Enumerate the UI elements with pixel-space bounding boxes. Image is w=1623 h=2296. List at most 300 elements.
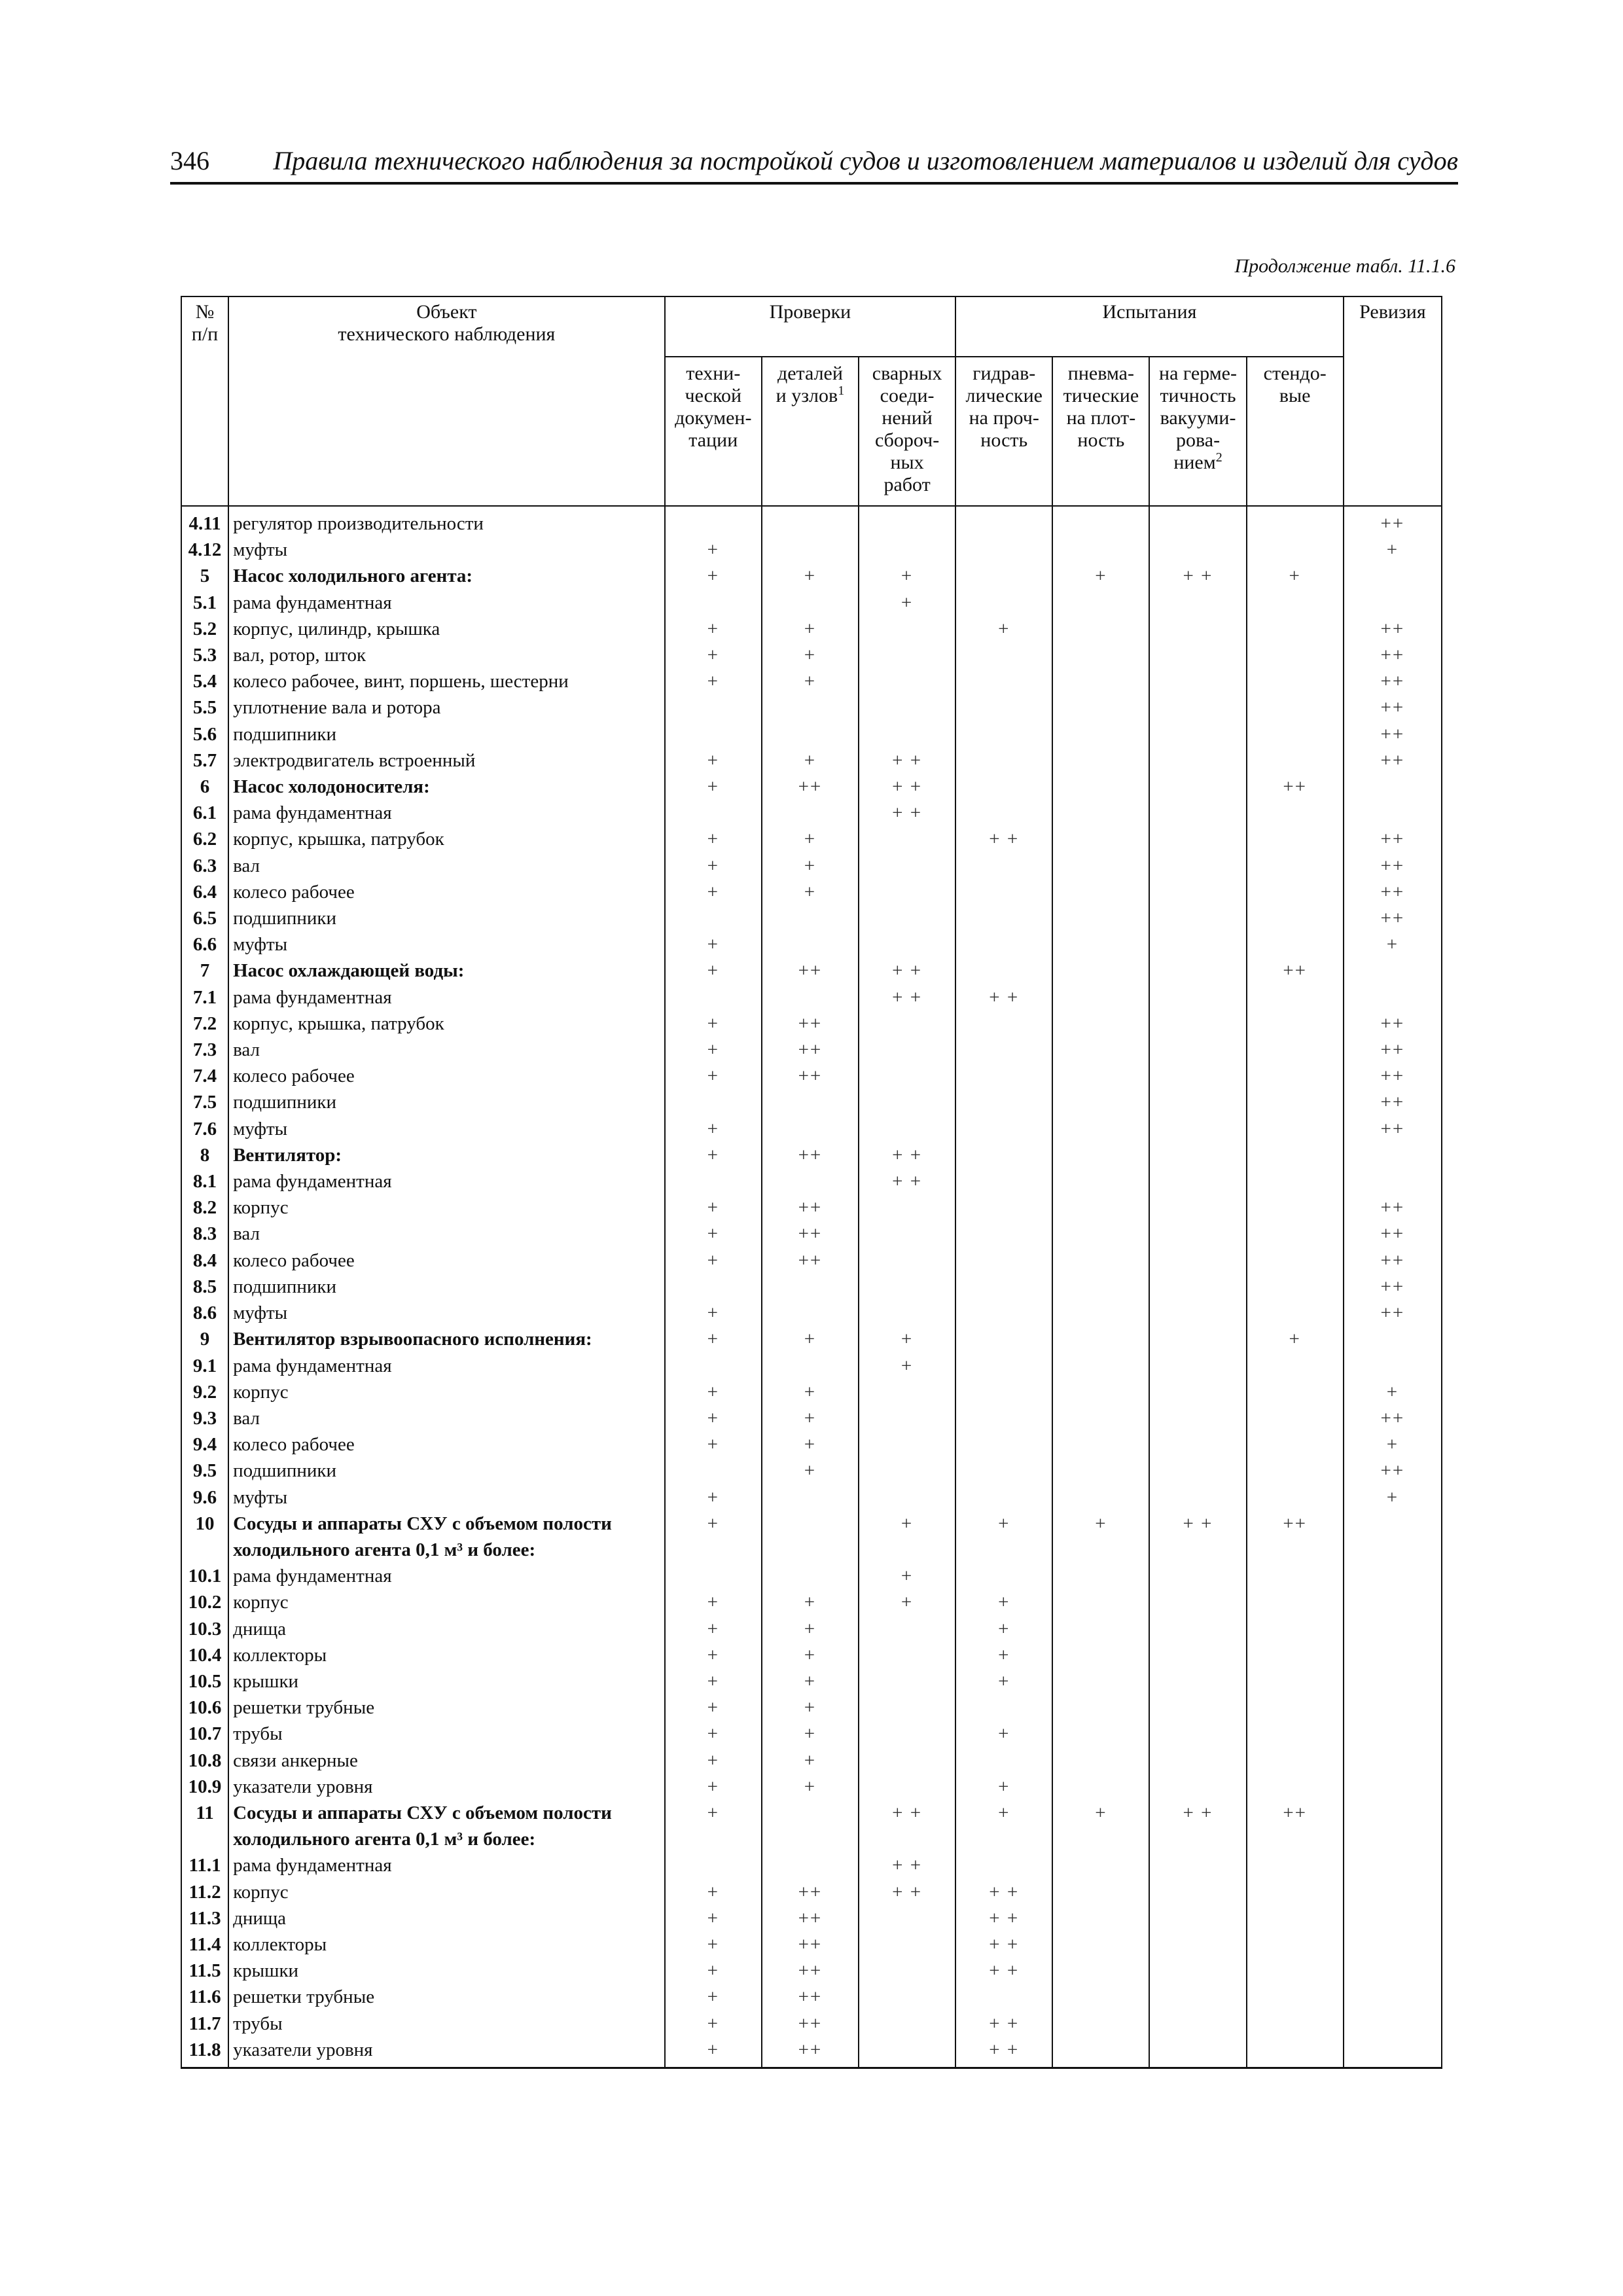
row-object: вал — [228, 853, 665, 879]
row-number: 10.5 — [181, 1668, 228, 1695]
row-object: Вентилятор: — [228, 1142, 665, 1168]
mark-cell — [1344, 1984, 1442, 2010]
mark-cell: + — [665, 958, 762, 984]
mark-cell — [1052, 1589, 1149, 1615]
subheader-welds-assembly: сварных соеди- нений сбороч- ных работ — [859, 357, 955, 506]
mark-cell — [665, 1353, 762, 1379]
mark-cell: ++ — [762, 1142, 859, 1168]
row-number: 11.3 — [181, 1905, 228, 1931]
row-number: 8.1 — [181, 1168, 228, 1194]
mark-cell — [859, 853, 955, 879]
mark-cell: + — [859, 590, 955, 616]
mark-cell: + — [1247, 563, 1344, 589]
mark-cell — [1247, 506, 1344, 537]
mark-cell — [1052, 1300, 1149, 1326]
mark-cell: + + — [955, 1958, 1052, 1984]
mark-cell — [955, 958, 1052, 984]
mark-cell: + — [1052, 1511, 1149, 1563]
mark-cell: + — [762, 826, 859, 852]
mark-cell — [1247, 905, 1344, 931]
mark-cell: + — [665, 1668, 762, 1695]
mark-cell: + + — [859, 1852, 955, 1878]
mark-cell — [1149, 1011, 1246, 1037]
mark-cell — [1247, 879, 1344, 905]
mark-cell: + — [665, 774, 762, 800]
mark-cell — [1052, 642, 1149, 668]
table-row — [181, 1168, 1442, 1194]
mark-cell: + — [955, 616, 1052, 642]
mark-cell: ++ — [762, 1247, 859, 1274]
mark-cell — [1149, 800, 1246, 826]
row-number: 6.1 — [181, 800, 228, 826]
mark-cell: ++ — [1344, 668, 1442, 694]
header-checks: Проверки — [665, 296, 955, 357]
mark-cell — [1247, 2011, 1344, 2037]
row-number: 7.3 — [181, 1037, 228, 1063]
mark-cell: ++ — [1344, 1063, 1442, 1089]
mark-cell — [1149, 1958, 1246, 1984]
table-row — [181, 747, 1442, 774]
mark-cell — [1247, 853, 1344, 879]
mark-cell: + — [762, 853, 859, 879]
mark-cell: + — [665, 1958, 762, 1984]
mark-cell — [1052, 1194, 1149, 1221]
row-object: вал, ротор, шток — [228, 642, 665, 668]
mark-cell — [1344, 1142, 1442, 1168]
mark-cell — [1149, 1168, 1246, 1194]
mark-cell: + — [1052, 1800, 1149, 1852]
table-row — [181, 1247, 1442, 1274]
row-object: вал — [228, 1037, 665, 1063]
mark-cell — [859, 1484, 955, 1511]
mark-cell: + — [665, 1589, 762, 1615]
mark-cell: ++ — [1247, 774, 1344, 800]
mark-cell — [859, 1642, 955, 1668]
mark-cell — [1149, 1274, 1246, 1300]
mark-cell: + — [665, 1142, 762, 1168]
row-number: 8 — [181, 1142, 228, 1168]
mark-cell — [1247, 1405, 1344, 1431]
row-number: 10.8 — [181, 1748, 228, 1774]
mark-cell — [1149, 1431, 1246, 1458]
table-row — [181, 694, 1442, 721]
mark-cell — [1247, 1274, 1344, 1300]
mark-cell — [1344, 590, 1442, 616]
mark-cell — [665, 694, 762, 721]
table-row — [181, 506, 1442, 537]
mark-cell — [1052, 1431, 1149, 1458]
mark-cell: + + — [859, 1168, 955, 1194]
mark-cell: + — [955, 1800, 1052, 1852]
mark-cell — [859, 1247, 955, 1274]
mark-cell — [665, 905, 762, 931]
mark-cell — [859, 1905, 955, 1931]
mark-cell — [955, 590, 1052, 616]
row-number: 11.2 — [181, 1879, 228, 1905]
mark-cell: + — [665, 642, 762, 668]
row-object: муфты — [228, 931, 665, 958]
mark-cell — [1149, 537, 1246, 563]
mark-cell: + — [1344, 931, 1442, 958]
row-object: вал — [228, 1405, 665, 1431]
mark-cell: + + — [955, 1879, 1052, 1905]
row-number: 10.1 — [181, 1563, 228, 1589]
mark-cell: + — [665, 2011, 762, 2037]
mark-cell — [762, 1089, 859, 1115]
mark-cell — [1052, 747, 1149, 774]
mark-cell — [1052, 1879, 1149, 1905]
mark-cell: + — [665, 668, 762, 694]
mark-cell — [1149, 1037, 1246, 1063]
mark-cell — [1247, 1011, 1344, 1037]
mark-cell — [1344, 984, 1442, 1011]
mark-cell: ++ — [1344, 1037, 1442, 1063]
mark-cell: + — [1247, 1326, 1344, 1352]
row-object: крышки — [228, 1668, 665, 1695]
mark-cell — [1247, 1484, 1344, 1511]
row-number: 7 — [181, 958, 228, 984]
mark-cell: + — [955, 1511, 1052, 1563]
mark-cell: + — [665, 1984, 762, 2010]
mark-cell — [1247, 1721, 1344, 1747]
row-number: 8.2 — [181, 1194, 228, 1221]
mark-cell — [1149, 1379, 1246, 1405]
mark-cell — [859, 1748, 955, 1774]
row-object: днища — [228, 1905, 665, 1931]
row-object: электродвигатель встроенный — [228, 747, 665, 774]
table-row — [181, 1905, 1442, 1931]
mark-cell: ++ — [1344, 879, 1442, 905]
mark-cell — [1149, 879, 1246, 905]
mark-cell — [1149, 1984, 1246, 2010]
footnote-mark: 2 — [1215, 450, 1222, 465]
mark-cell — [1052, 1247, 1149, 1274]
mark-cell: + — [762, 1748, 859, 1774]
mark-cell — [762, 905, 859, 931]
mark-cell — [859, 721, 955, 747]
mark-cell: + + — [955, 2011, 1052, 2037]
mark-cell — [955, 1484, 1052, 1511]
row-number: 11.4 — [181, 1931, 228, 1958]
mark-cell — [762, 800, 859, 826]
mark-cell — [1344, 1326, 1442, 1352]
mark-cell — [859, 1405, 955, 1431]
table-row — [181, 537, 1442, 563]
mark-cell: + — [859, 563, 955, 589]
mark-cell — [762, 1300, 859, 1326]
row-number: 8.5 — [181, 1274, 228, 1300]
mark-cell — [1149, 1774, 1246, 1800]
mark-cell: + + — [1149, 1800, 1246, 1852]
mark-cell — [955, 879, 1052, 905]
row-number: 9.3 — [181, 1405, 228, 1431]
mark-cell — [1149, 1116, 1246, 1142]
row-object: указатели уровня — [228, 2037, 665, 2068]
mark-cell: + — [762, 1458, 859, 1484]
mark-cell — [1247, 1300, 1344, 1326]
mark-cell: + — [665, 853, 762, 879]
row-number: 9 — [181, 1326, 228, 1352]
mark-cell — [859, 1274, 955, 1300]
mark-cell — [955, 537, 1052, 563]
mark-cell: + — [665, 1905, 762, 1931]
mark-cell — [955, 1326, 1052, 1352]
mark-cell — [1149, 642, 1246, 668]
row-object: рама фундаментная — [228, 590, 665, 616]
mark-cell — [1052, 2037, 1149, 2068]
mark-cell — [1344, 1563, 1442, 1589]
mark-cell — [1052, 1089, 1149, 1115]
mark-cell: + — [1344, 1379, 1442, 1405]
mark-cell — [1052, 668, 1149, 694]
mark-cell — [1247, 537, 1344, 563]
mark-cell: + — [1052, 563, 1149, 589]
mark-cell: + — [665, 1879, 762, 1905]
mark-cell: ++ — [1247, 958, 1344, 984]
inspection-table-wrapper — [181, 296, 1442, 2069]
mark-cell — [1052, 1353, 1149, 1379]
mark-cell — [1052, 2011, 1149, 2037]
subheader-parts-units: деталей и узлов$^1$ — [762, 357, 859, 506]
mark-cell — [1052, 905, 1149, 931]
mark-cell: + — [665, 537, 762, 563]
row-object: колесо рабочее — [228, 879, 665, 905]
mark-cell — [955, 1300, 1052, 1326]
mark-cell — [1052, 1668, 1149, 1695]
mark-cell — [1247, 1063, 1344, 1089]
mark-cell — [1052, 1563, 1149, 1589]
mark-cell — [1344, 958, 1442, 984]
mark-cell — [762, 1274, 859, 1300]
row-object: рама фундаментная — [228, 1563, 665, 1589]
mark-cell — [859, 1300, 955, 1326]
mark-cell: + + — [859, 1800, 955, 1852]
row-object: днища — [228, 1616, 665, 1642]
mark-cell — [1344, 1616, 1442, 1642]
table-row — [181, 1958, 1442, 1984]
mark-cell — [1149, 853, 1246, 879]
row-object: трубы — [228, 1721, 665, 1747]
header-object-text: Объект технического наблюдения — [338, 301, 556, 345]
row-object: рама фундаментная — [228, 800, 665, 826]
row-object: подшипники — [228, 721, 665, 747]
mark-cell — [955, 1037, 1052, 1063]
mark-cell: ++ — [1247, 1800, 1344, 1852]
mark-cell — [1052, 1221, 1149, 1247]
mark-cell: + + — [955, 1931, 1052, 1958]
mark-cell: ++ — [762, 1221, 859, 1247]
row-number: 6.2 — [181, 826, 228, 852]
mark-cell: + — [665, 616, 762, 642]
mark-cell — [1344, 1695, 1442, 1721]
mark-cell — [859, 826, 955, 852]
mark-cell: + — [665, 1748, 762, 1774]
table-row — [181, 1721, 1442, 1747]
table-row — [181, 1300, 1442, 1326]
mark-cell — [859, 1721, 955, 1747]
inspection-table — [181, 296, 1442, 2069]
row-object: муфты — [228, 1116, 665, 1142]
mark-cell: + — [762, 1405, 859, 1431]
mark-cell: + — [665, 1800, 762, 1852]
mark-cell — [665, 800, 762, 826]
mark-cell — [1247, 694, 1344, 721]
mark-cell: + — [665, 1695, 762, 1721]
mark-cell: + — [762, 668, 859, 694]
mark-cell — [859, 1984, 955, 2010]
mark-cell — [1052, 853, 1149, 879]
table-row — [181, 1589, 1442, 1615]
mark-cell: + — [665, 1484, 762, 1511]
mark-cell — [1247, 1931, 1344, 1958]
mark-cell — [1344, 1511, 1442, 1563]
table-row — [181, 721, 1442, 747]
mark-cell — [1344, 1879, 1442, 1905]
mark-cell — [665, 1458, 762, 1484]
mark-cell — [1149, 1089, 1246, 1115]
mark-cell — [1052, 1326, 1149, 1352]
row-number: 7.1 — [181, 984, 228, 1011]
mark-cell — [762, 1852, 859, 1878]
mark-cell: ++ — [762, 774, 859, 800]
mark-cell — [859, 616, 955, 642]
mark-cell — [1052, 1011, 1149, 1037]
table-row — [181, 1431, 1442, 1458]
mark-cell — [1052, 721, 1149, 747]
mark-cell — [955, 1116, 1052, 1142]
mark-cell: + — [955, 1721, 1052, 1747]
mark-cell — [955, 1011, 1052, 1037]
mark-cell: ++ — [1344, 905, 1442, 931]
row-number: 8.6 — [181, 1300, 228, 1326]
mark-cell — [762, 721, 859, 747]
table-row — [181, 1748, 1442, 1774]
mark-cell — [955, 1194, 1052, 1221]
table-row — [181, 563, 1442, 589]
mark-cell — [1344, 1721, 1442, 1747]
mark-cell — [1149, 1563, 1246, 1589]
row-number: 10.7 — [181, 1721, 228, 1747]
mark-cell — [859, 1431, 955, 1458]
mark-cell: + — [955, 1589, 1052, 1615]
mark-cell: + — [665, 1326, 762, 1352]
mark-cell — [955, 1142, 1052, 1168]
mark-cell: + — [1344, 1484, 1442, 1511]
mark-cell — [1247, 1984, 1344, 2010]
row-number: 5 — [181, 563, 228, 589]
running-title: Правила технического наблюдения за постройкой судов и изготовлением материалов и изделий для судов — [273, 146, 1458, 175]
row-number: 6.6 — [181, 931, 228, 958]
row-number: 6.4 — [181, 879, 228, 905]
mark-cell — [1247, 1905, 1344, 1931]
row-object: колесо рабочее — [228, 1431, 665, 1458]
row-object: Насос холодоносителя: — [228, 774, 665, 800]
mark-cell — [859, 668, 955, 694]
mark-cell: + — [665, 1194, 762, 1221]
mark-cell — [955, 774, 1052, 800]
row-object: крышки — [228, 1958, 665, 1984]
mark-cell — [665, 1168, 762, 1194]
mark-cell — [665, 721, 762, 747]
mark-cell — [1052, 1905, 1149, 1931]
mark-cell: + + — [859, 747, 955, 774]
mark-cell: ++ — [1344, 694, 1442, 721]
mark-cell — [665, 1274, 762, 1300]
row-number: 11.7 — [181, 2011, 228, 2037]
table-row — [181, 879, 1442, 905]
mark-cell — [1052, 931, 1149, 958]
row-number: 7.5 — [181, 1089, 228, 1115]
mark-cell — [955, 1063, 1052, 1089]
mark-cell: ++ — [762, 1958, 859, 1984]
mark-cell: ++ — [762, 2037, 859, 2068]
mark-cell — [1052, 1984, 1149, 2010]
mark-cell: + — [762, 1668, 859, 1695]
mark-cell — [1149, 1063, 1246, 1089]
mark-cell: + — [762, 1616, 859, 1642]
mark-cell — [955, 668, 1052, 694]
table-row — [181, 1642, 1442, 1668]
mark-cell: ++ — [762, 1037, 859, 1063]
mark-cell — [1149, 2037, 1246, 2068]
mark-cell — [1052, 984, 1149, 1011]
subheader-pneumatic: пневма- тические на плот- ность — [1052, 357, 1149, 506]
mark-cell: + + — [859, 800, 955, 826]
row-number: 7.4 — [181, 1063, 228, 1089]
mark-cell — [1052, 1774, 1149, 1800]
mark-cell — [1247, 1616, 1344, 1642]
mark-cell: + — [665, 1221, 762, 1247]
table-row — [181, 668, 1442, 694]
mark-cell: ++ — [1344, 1089, 1442, 1115]
mark-cell — [1344, 1774, 1442, 1800]
row-number: 10.2 — [181, 1589, 228, 1615]
mark-cell — [1344, 1852, 1442, 1878]
mark-cell — [1149, 2011, 1246, 2037]
mark-cell: ++ — [762, 1011, 859, 1037]
header-num-text: № п/п — [191, 301, 219, 345]
mark-cell — [955, 931, 1052, 958]
mark-cell: + — [762, 747, 859, 774]
row-object: трубы — [228, 2011, 665, 2037]
mark-cell — [955, 800, 1052, 826]
table-row — [181, 1379, 1442, 1405]
mark-cell: + + — [955, 1905, 1052, 1931]
mark-cell — [1052, 1748, 1149, 1774]
header-revision: Ревизия — [1344, 296, 1442, 506]
mark-cell — [1052, 1852, 1149, 1878]
mark-cell — [1247, 1353, 1344, 1379]
mark-cell — [955, 1089, 1052, 1115]
row-number: 10 — [181, 1511, 228, 1563]
row-object: коллекторы — [228, 1931, 665, 1958]
mark-cell — [859, 1379, 955, 1405]
header-rule — [170, 182, 1458, 185]
mark-cell — [955, 1405, 1052, 1431]
row-number: 5.7 — [181, 747, 228, 774]
mark-cell — [859, 1958, 955, 1984]
mark-cell — [1149, 1905, 1246, 1931]
mark-cell: ++ — [762, 2011, 859, 2037]
mark-cell — [1149, 1458, 1246, 1484]
mark-cell — [1149, 616, 1246, 642]
mark-cell — [955, 1247, 1052, 1274]
mark-cell: + — [762, 1431, 859, 1458]
row-number: 10.3 — [181, 1616, 228, 1642]
row-number: 10.4 — [181, 1642, 228, 1668]
row-number: 5.4 — [181, 668, 228, 694]
row-number: 10.9 — [181, 1774, 228, 1800]
